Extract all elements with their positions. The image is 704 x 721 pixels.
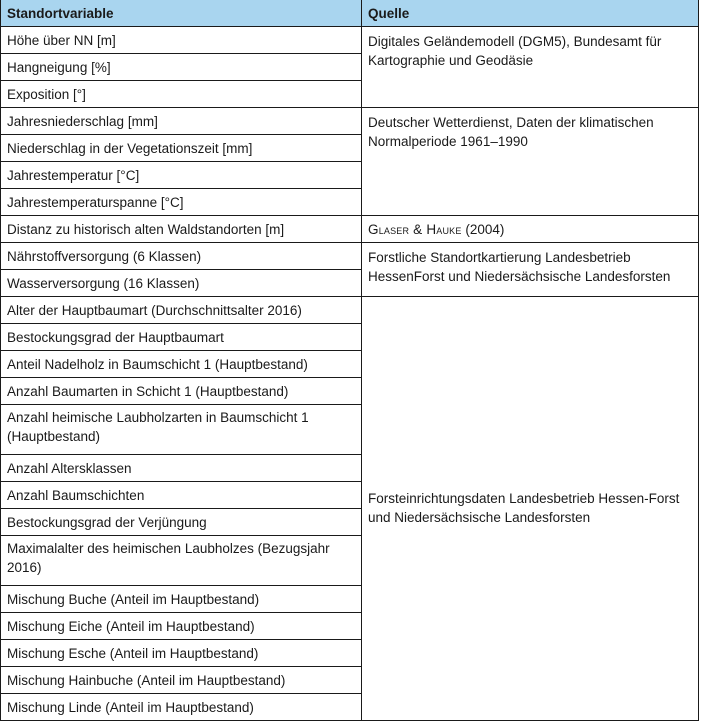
variable-cell: Mischung Buche (Anteil im Hauptbestand) (1, 586, 362, 613)
source-cell (362, 216, 699, 243)
variable-cell: Anzahl Altersklassen (1, 455, 362, 482)
variable-cell: Alter der Hauptbaumart (Durchschnittsalter 2016) (1, 297, 362, 324)
variable-cell: Anteil Nadelholz in Baumschicht 1 (Hauptbestand) (1, 351, 362, 378)
variable-cell: Mischung Linde (Anteil im Hauptbestand) (1, 694, 362, 721)
variable-cell: Wasserversorgung (16 Klassen) (1, 270, 362, 297)
variable-cell: Distanz zu historisch alten Waldstandorten [m] (1, 216, 362, 243)
variable-cell: Jahresniederschlag [mm] (1, 108, 362, 135)
table-row (1, 297, 699, 324)
variable-cell: Höhe über NN [m] (1, 27, 362, 54)
variable-cell: Mischung Eiche (Anteil im Hauptbestand) (1, 613, 362, 640)
variable-cell: Jahrestemperatur [°C] (1, 162, 362, 189)
source-cell: Forstliche Standortkartierung Landesbetrieb HessenForst und Niedersächsische Landesforsten (362, 243, 699, 297)
variable-cell: Anzahl Baumarten in Schicht 1 (Hauptbestand) (1, 378, 362, 405)
source-cell: Digitales Geländemodell (DGM5), Bundesamt für Kartographie und Geodäsie (362, 27, 699, 108)
table-row (1, 27, 699, 54)
source-author: Glaser & Hauke (368, 221, 462, 237)
table-row (1, 108, 699, 135)
variable-cell: Mischung Hainbuche (Anteil im Hauptbestand) (1, 667, 362, 694)
variable-cell: Jahrestemperaturspanne [°C] (1, 189, 362, 216)
variable-cell: Anzahl Baumschichten (1, 482, 362, 509)
variable-cell: Exposition [°] (1, 81, 362, 108)
variable-cell: Niederschlag in der Vegetationszeit [mm] (1, 135, 362, 162)
variable-cell: Nährstoffversorgung (6 Klassen) (1, 243, 362, 270)
variable-cell: Hangneigung [%] (1, 54, 362, 81)
source-year: (2004) (461, 221, 505, 237)
variable-cell: Bestockungsgrad der Hauptbaumart (1, 324, 362, 351)
header-quelle: Quelle (362, 0, 699, 27)
source-cell: Forsteinrichtungsdaten Landesbetrieb Hessen-Forst und Niedersächsische Landesforsten (362, 297, 699, 721)
header-standortvariable: Standortvariable (1, 0, 362, 27)
variable-cell: Bestockungsgrad der Verjüngung (1, 509, 362, 536)
variable-cell: Mischung Esche (Anteil im Hauptbestand) (1, 640, 362, 667)
table-row (1, 243, 699, 270)
table-header-row (1, 0, 699, 27)
table-row (1, 216, 699, 243)
variable-cell: Anzahl heimische Laubholzarten in Baumschicht 1 (Hauptbestand) (1, 405, 362, 455)
variable-cell: Maximalalter des heimischen Laubholzes (Bezugsjahr 2016) (1, 536, 362, 586)
source-cell: Deutscher Wetterdienst, Daten der klimatischen Normalperiode 1961–1990 (362, 108, 699, 216)
